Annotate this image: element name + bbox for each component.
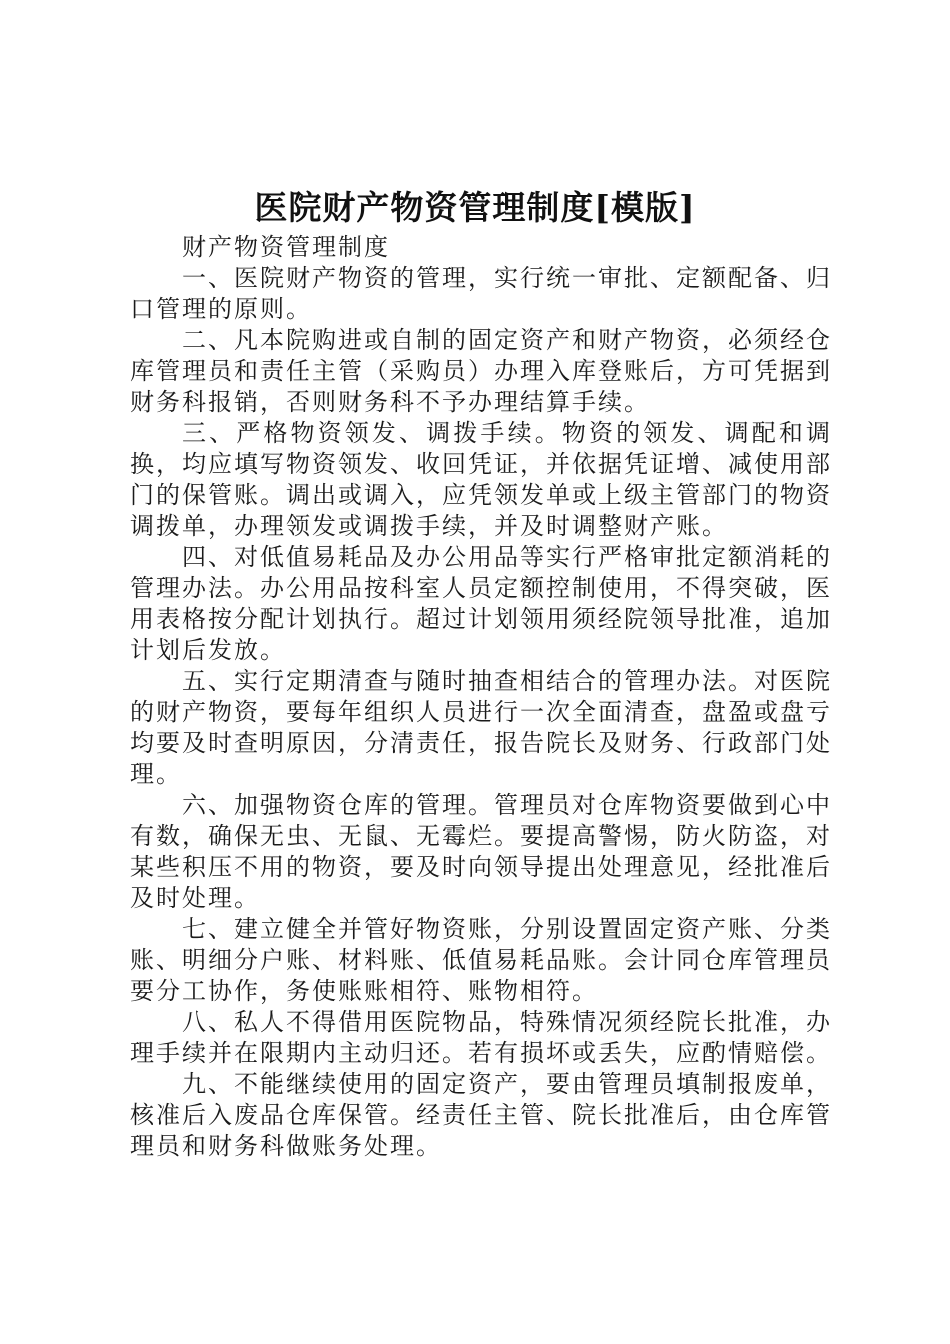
paragraph-3: 三、严格物资领发、调拨手续。物资的领发、调配和调换，均应填写物资领发、收回凭证，并依据凭证增、减使用部门的保管账。调出或调入，应凭领发单或上级主管部门的物资调拨单，办理领发或调拨手续，并及时调整财产账。	[130, 419, 832, 540]
paragraph-2: 二、凡本院购进或自制的固定资产和财产物资，必须经仓库管理员和责任主管（采购员）办理入库登账后，方可凭据到财务科报销，否则财务科不予办理结算手续。	[130, 326, 832, 416]
paragraph-4: 四、对低值易耗品及办公用品等实行严格审批定额消耗的管理办法。办公用品按科室人员定额控制使用，不得突破，医用表格按分配计划执行。超过计划领用须经院领导批准，追加计划后发放。	[130, 543, 832, 664]
document-title: 医院财产物资管理制度[模版]	[254, 188, 696, 227]
paragraph-8: 八、私人不得借用医院物品，特殊情况须经院长批准，办理手续并在限期内主动归还。若有损坏或丢失，应酌情赔偿。	[130, 1008, 832, 1067]
document-body	[130, 232, 832, 1162]
paragraph-6: 六、加强物资仓库的管理。管理员对仓库物资要做到心中有数，确保无虫、无鼠、无霉烂。要提高警惕，防火防盗，对某些积压不用的物资，要及时向领导提出处理意见，经批准后及时处理。	[130, 791, 832, 912]
paragraph-7: 七、建立健全并管好物资账，分别设置固定资产账、分类账、明细分户账、材料账、低值易耗品账。会计同仓库管理员要分工协作，务使账账相符、账物相符。	[130, 915, 832, 1005]
paragraph-1: 一、医院财产物资的管理，实行统一审批、定额配备、归口管理的原则。	[130, 264, 832, 323]
paragraph-9: 九、不能继续使用的固定资产，要由管理员填制报废单，核准后入废品仓库保管。经责任主管、院长批准后，由仓库管理员和财务科做账务处理。	[130, 1070, 832, 1160]
paragraph-5: 五、实行定期清查与随时抽查相结合的管理办法。对医院的财产物资，要每年组织人员进行一次全面清查，盘盈或盘亏均要及时查明原因，分清责任，报告院长及财务、行政部门处理。	[130, 667, 832, 788]
section-heading: 财产物资管理制度	[182, 233, 390, 261]
